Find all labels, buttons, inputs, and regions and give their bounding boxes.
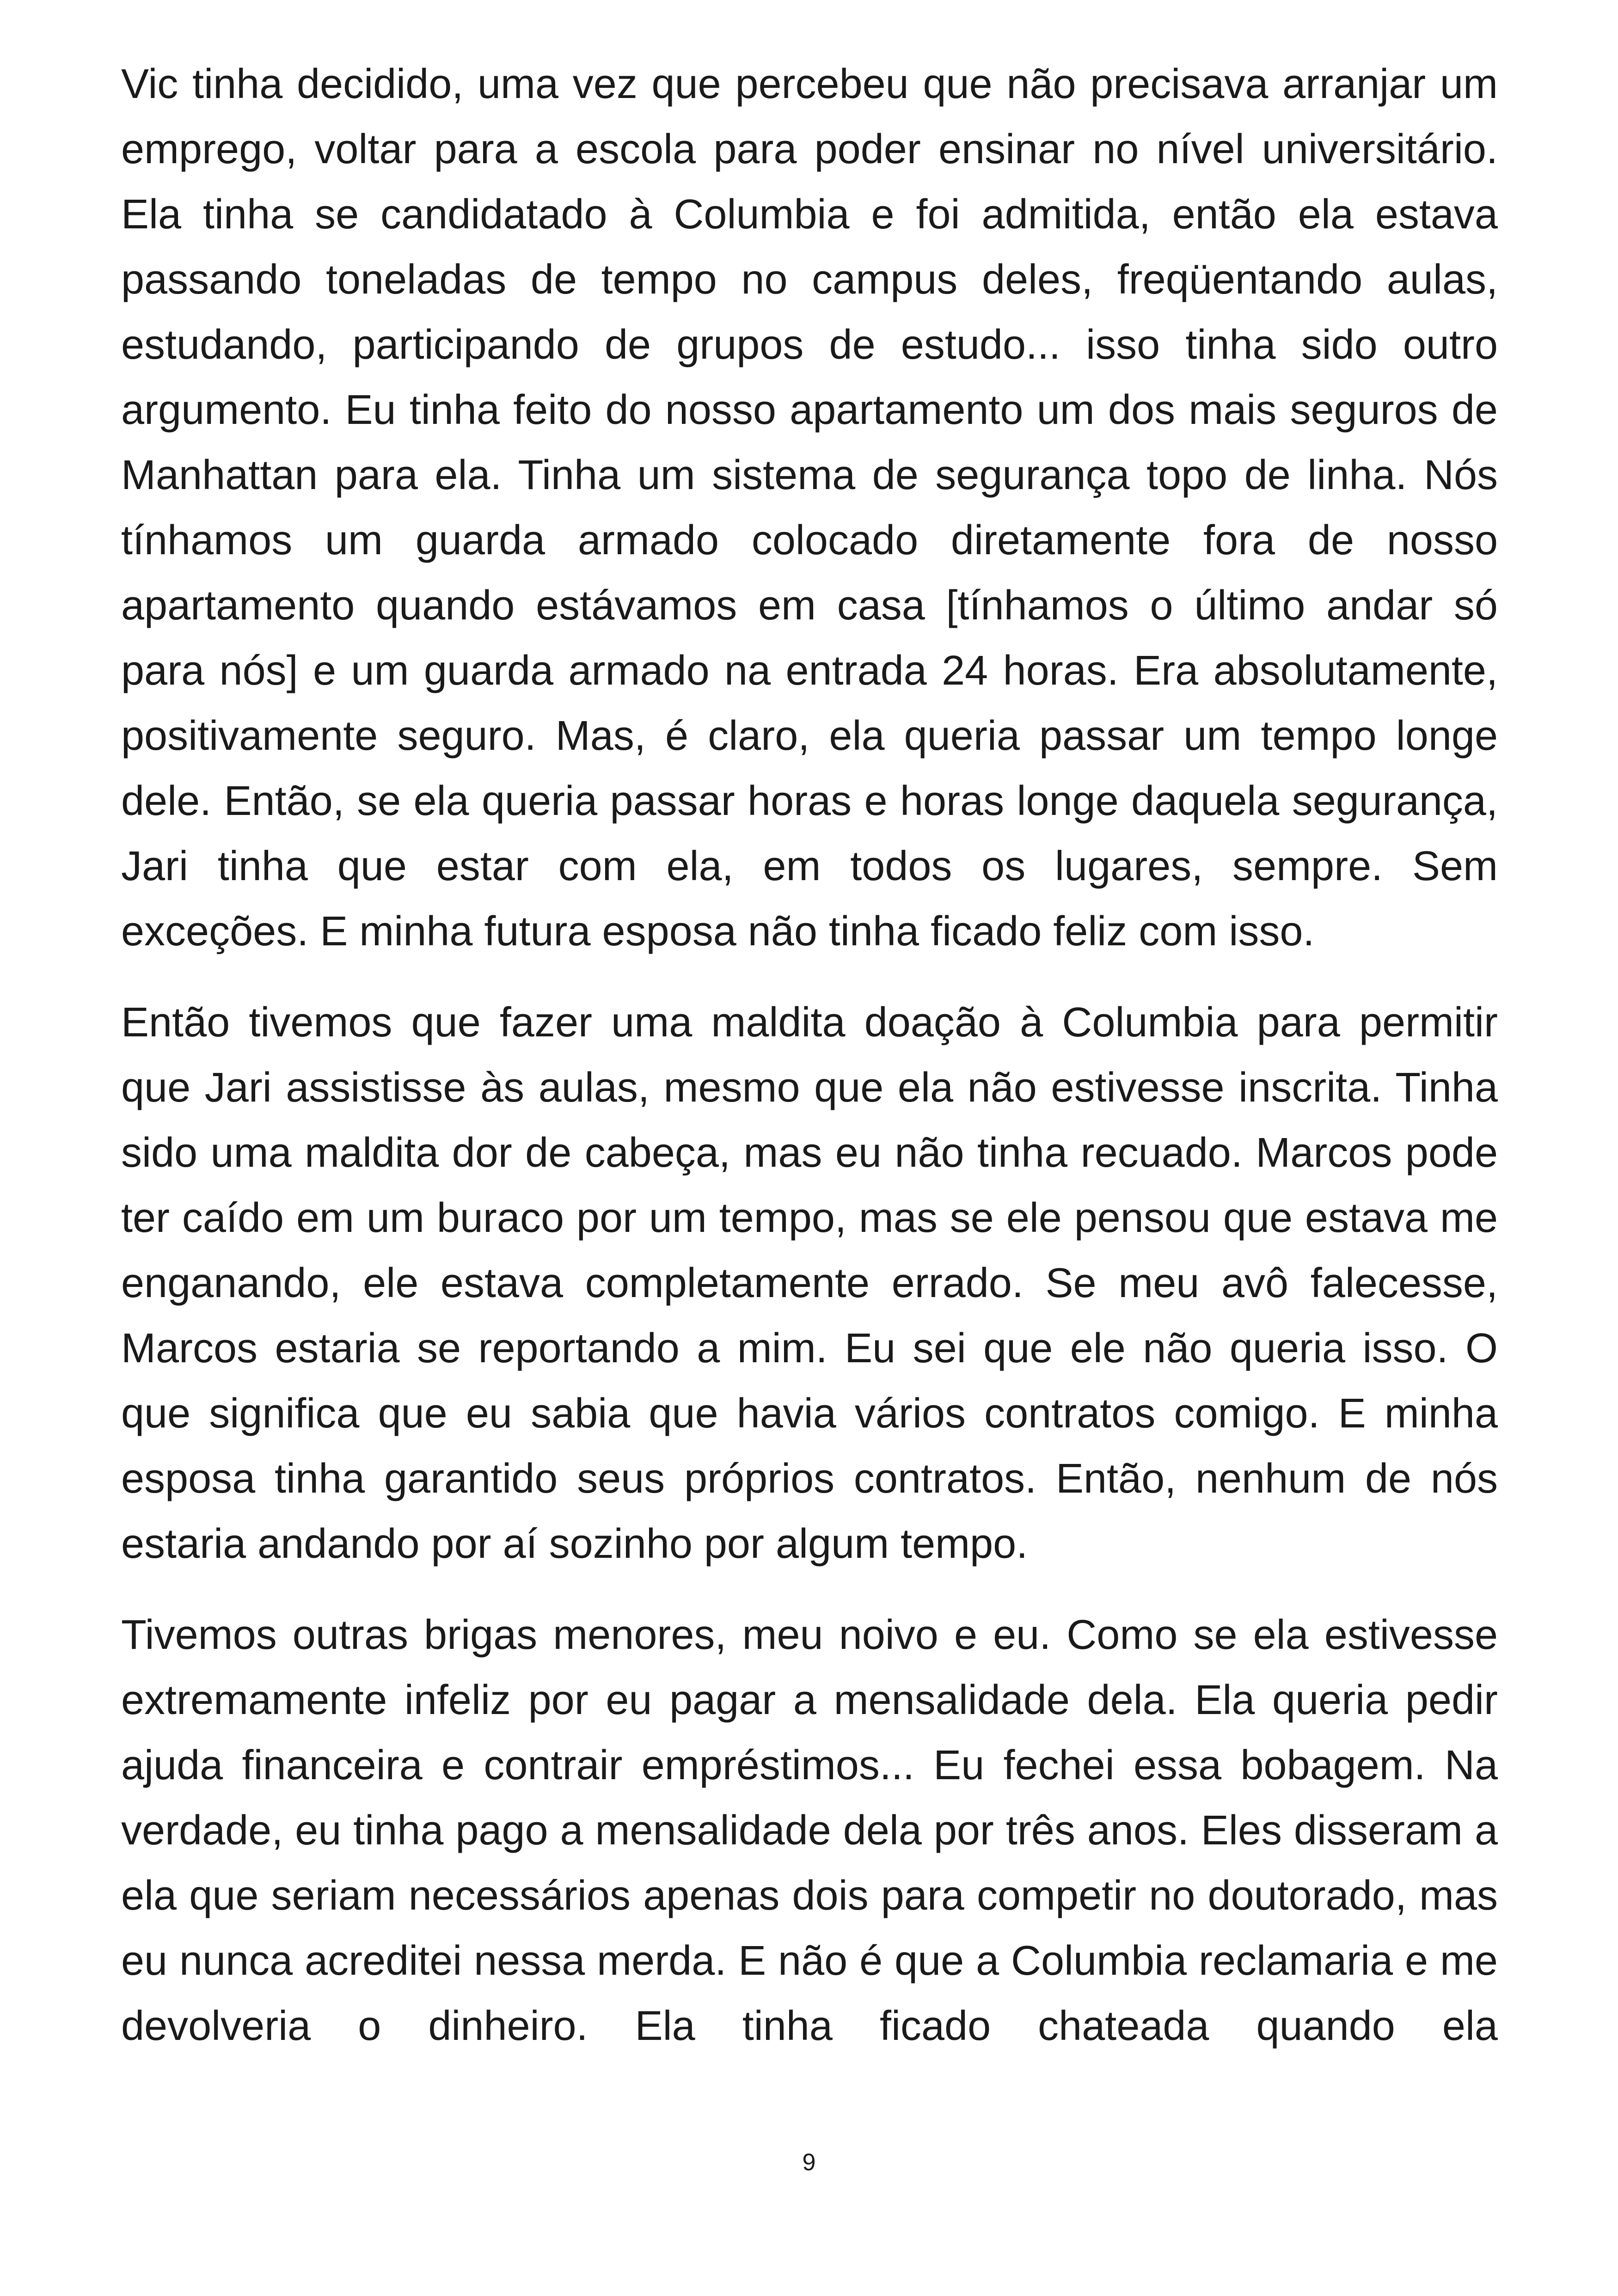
body-text: [121, 52, 1498, 2085]
paragraph-3: Tivemos outras brigas menores, meu noivo e eu. Como se ela estivesse extremamente infeliz por eu pagar a mensalidade dela. Ela queria pedir ajuda financeira e contrair empréstimos... Eu fechei essa bobagem. Na verdade, eu tinha pago a mensalidade dela por três anos. Eles disseram a ela que seriam necessários apenas dois para competir no doutorado, mas eu nunca acreditei nessa merda. E não é que a Columbia reclamaria e me devolveria o dinheiro. Ela tinha ficado chateada quando ela: [121, 1612, 1498, 2049]
paragraph-2: Então tivemos que fazer uma maldita doação à Columbia para permitir que Jari assistisse às aulas, mesmo que ela não estivesse inscrita. Tinha sido uma maldita dor de cabeça, mas eu não tinha recuado. Marcos pode ter caído em um buraco por um tempo, mas se ele pensou que estava me enganando, ele estava completamente errado. Se meu avô falecesse, Marcos estaria se reportando a mim. Eu sei que ele não queria isso. O que significa que eu sabia que havia vários contratos comigo. E minha esposa tinha garantido seus próprios contratos. Então, nenhum de nós estaria andando por aí sozinho por algum tempo.: [121, 999, 1498, 1567]
paragraph-1: Vic tinha decidido, uma vez que percebeu que não precisava arranjar um emprego, voltar para a escola para poder ensinar no nível universitário. Ela tinha se candidatado à Columbia e foi admitida, então ela estava passando toneladas de tempo no campus deles, freqüentando aulas, estudando, participando de grupos de estudo... isso tinha sido outro argumento. Eu tinha feito do nosso apartamento um dos mais seguros de Manhattan para ela. Tinha um sistema de segurança topo de linha. Nós tínhamos um guarda armado colocado diretamente fora de nosso apartamento quando estávamos em casa [tínhamos o último andar só para nós] e um guarda armado na entrada 24 horas. Era absolutamente, positivamente seguro. Mas, é claro, ela queria passar um tempo longe dele. Então, se ela queria passar horas e horas longe daquela segurança, Jari tinha que estar com ela, em todos os lugares, sempre. Sem exceções. E minha futura esposa não tinha ficado feliz com isso.: [121, 61, 1498, 955]
page-number: 9: [802, 2149, 816, 2176]
